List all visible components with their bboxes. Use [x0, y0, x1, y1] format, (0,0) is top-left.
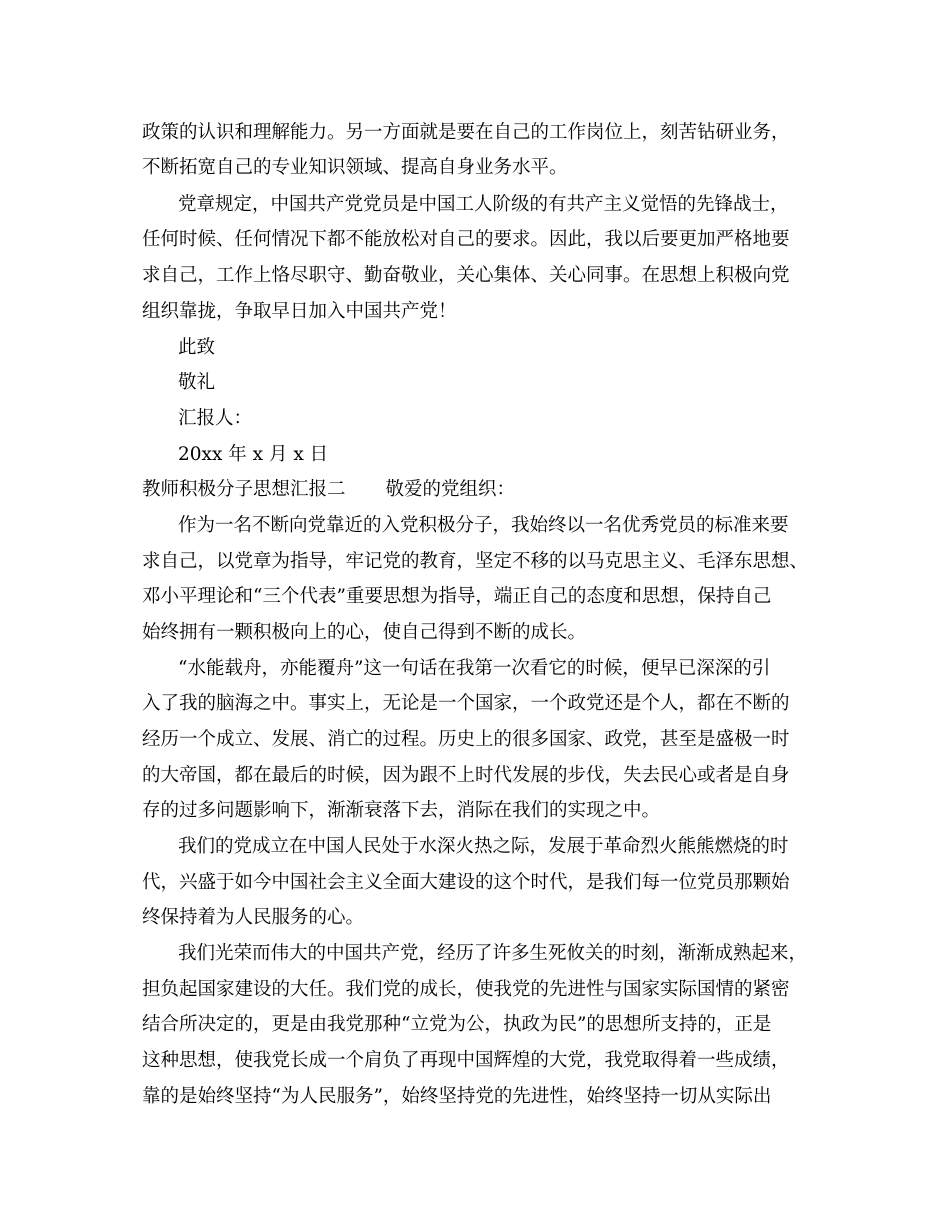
text-line: 党章规定，中国共产党党员是中国工人阶级的有共产主义觉悟的先锋战士， [178, 194, 789, 215]
text-line: 的大帝国，都在最后的时候，因为跟不上时代发展的步伐，失去民心或者是自身 [142, 765, 790, 786]
text-line: 求自己，以党章为指导，牢记党的教育，坚定不移的以马克思主义、毛泽东思想、 [142, 551, 809, 572]
text-line: 靠的是始终坚持“为人民服务”，始终坚持党的先进性，始终坚持一切从实际出 [142, 1086, 772, 1107]
text-line: 组织靠拢，争取早日加入中国共产党！ [142, 301, 457, 322]
text-line: 我们的党成立在中国人民处于水深火热之际，发展于革命烈火熊熊燃烧的时 [178, 836, 789, 857]
salutation: 敬爱的党组织： [385, 479, 516, 500]
signature-label: 汇报人： [178, 408, 253, 429]
closing-line: 此致 [178, 337, 216, 358]
text-line: 经历一个成立、发展、消亡的过程。历史上的很多国家、政党，甚至是盛极一时 [142, 729, 790, 750]
text-line: 始终拥有一颗积极向上的心，使自己得到不断的成长。 [142, 622, 587, 643]
text-line: 邓小平理论和“三个代表”重要思想为指导，端正自己的态度和思想，保持自己 [142, 586, 772, 607]
text-line: 担负起国家建设的大任。我们党的成长，使我党的先进性与国家实际国情的紧密 [142, 979, 790, 1000]
text-line: 不断拓宽自己的专业知识领域、提高自身业务水平。 [142, 157, 568, 178]
text-line: 求自己，工作上恪尽职守、勤奋敬业，关心集体、关心同事。在思想上积极向党 [142, 265, 790, 286]
text-line: 这种思想，使我党长成一个肩负了再现中国辉煌的大党，我党取得着一些成绩， [142, 1050, 790, 1071]
text-line: 代，兴盛于如今中国社会主义全面大建设的这个时代，是我们每一位党员那颗始 [142, 872, 790, 893]
text-line: 终保持着为人民服务的心。 [142, 907, 365, 928]
text-line: “水能载舟，亦能覆舟”这一句话在我第一次看它的时候，便早已深深的引 [178, 658, 771, 679]
section-title: 教师积极分子思想汇报二 [142, 479, 346, 500]
text-line: 任何时候、任何情况下都不能放松对自己的要求。因此，我以后要更加严格地要 [142, 229, 790, 250]
section-heading [142, 478, 515, 502]
text-line: 我们光荣而伟大的中国共产党，经历了许多生死攸关的时刻，渐渐成熟起来， [178, 943, 808, 964]
text-line: 政策的认识和理解能力。另一方面就是要在自己的工作岗位上，刻苦钻研业务， [142, 122, 790, 143]
text-line: 存的过多问题影响下，渐渐衰落下去，消际在我们的实现之中。 [142, 800, 661, 821]
text-line: 入了我的脑海之中。事实上，无论是一个国家，一个政党还是个人，都在不断的 [142, 693, 790, 714]
date-line: 20xx 年 x 月 x 日 [178, 444, 329, 465]
closing-line: 敬礼 [178, 372, 216, 393]
text-line: 作为一名不断向党靠近的入党积极分子，我始终以一名优秀党员的标准来要 [178, 515, 789, 536]
text-line: 结合所决定的，更是由我党那种“立党为公，执政为民”的思想所支持的，正是 [142, 1014, 772, 1035]
